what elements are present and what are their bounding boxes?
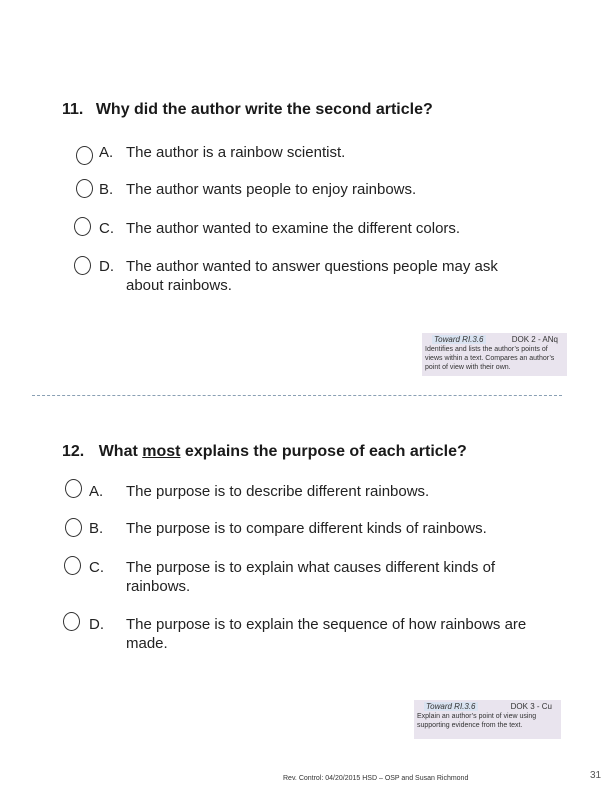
q12-option-c-text: The purpose is to explain what causes different kinds of rainbows.: [126, 559, 496, 595]
q11-standard-box: [422, 333, 567, 376]
q12-option-b-text: The purpose is to compare different kinds of rainbows.: [126, 520, 487, 537]
q12-option-a-letter: A.: [89, 483, 104, 500]
q11-option-a-radio[interactable]: [76, 146, 93, 165]
q12-option-b-radio[interactable]: [65, 518, 82, 537]
q11-option-a-letter: A.: [99, 144, 114, 161]
revision-control-footer: Rev. Control: 04/20/2015 HSD – OSP and Susan Richmond: [283, 775, 469, 782]
q12-option-b-letter: B.: [89, 520, 104, 537]
q11-option-c-radio[interactable]: [74, 217, 91, 236]
question-11-title: [62, 101, 433, 119]
question-12-title: [62, 443, 467, 461]
q11-standard-description: Identifies and lists the author’s points of views within a text. Compares an author’s point of view with their own.: [425, 346, 555, 371]
q12-option-d-radio[interactable]: [63, 612, 80, 631]
q12-option-a-text: The purpose is to describe different rainbows.: [126, 483, 430, 500]
question-12-text-end: explains the purpose of each article?: [180, 443, 467, 460]
q11-option-b-text: The author wants people to enjoy rainbows.: [126, 181, 417, 198]
question-12-emphasis: most: [142, 443, 181, 460]
question-11-number: 11.: [62, 101, 84, 118]
question-12-text-start: What: [98, 443, 143, 460]
q11-option-b-letter: B.: [99, 181, 114, 198]
question-12-number: 12.: [62, 443, 85, 460]
section-divider: [32, 395, 562, 396]
page-number: 31: [590, 770, 602, 781]
q11-option-d-text: The author wanted to answer questions people may ask about rainbows.: [126, 258, 498, 294]
q12-option-d-letter: D.: [89, 616, 104, 633]
q12-standard-description: Explain an author’s point of view using supporting evidence from the text.: [417, 713, 537, 729]
q12-dok-level: DOK 3 - Cu: [510, 702, 552, 711]
q11-standard-code: Toward RI.3.6: [434, 335, 484, 344]
q11-dok-level: DOK 2 - ANq: [511, 335, 558, 344]
q12-standard-box: [414, 700, 561, 739]
q11-option-c-letter: C.: [99, 220, 114, 237]
q12-option-c-letter: C.: [89, 559, 104, 576]
q11-option-c-text: The author wanted to examine the different colors.: [126, 220, 461, 237]
q12-option-c-radio[interactable]: [64, 556, 81, 575]
q12-standard-code: Toward RI.3.6: [426, 702, 476, 711]
q11-option-d-radio[interactable]: [74, 256, 91, 275]
question-11-text: Why did the author write the second article?: [95, 101, 433, 118]
q12-option-d-text: The purpose is to explain the sequence of how rainbows are made.: [126, 616, 527, 652]
q12-option-a-radio[interactable]: [65, 479, 82, 498]
q11-option-a-text: The author is a rainbow scientist.: [126, 144, 346, 161]
q11-option-b-radio[interactable]: [76, 179, 93, 198]
q11-option-d-letter: D.: [99, 258, 114, 275]
